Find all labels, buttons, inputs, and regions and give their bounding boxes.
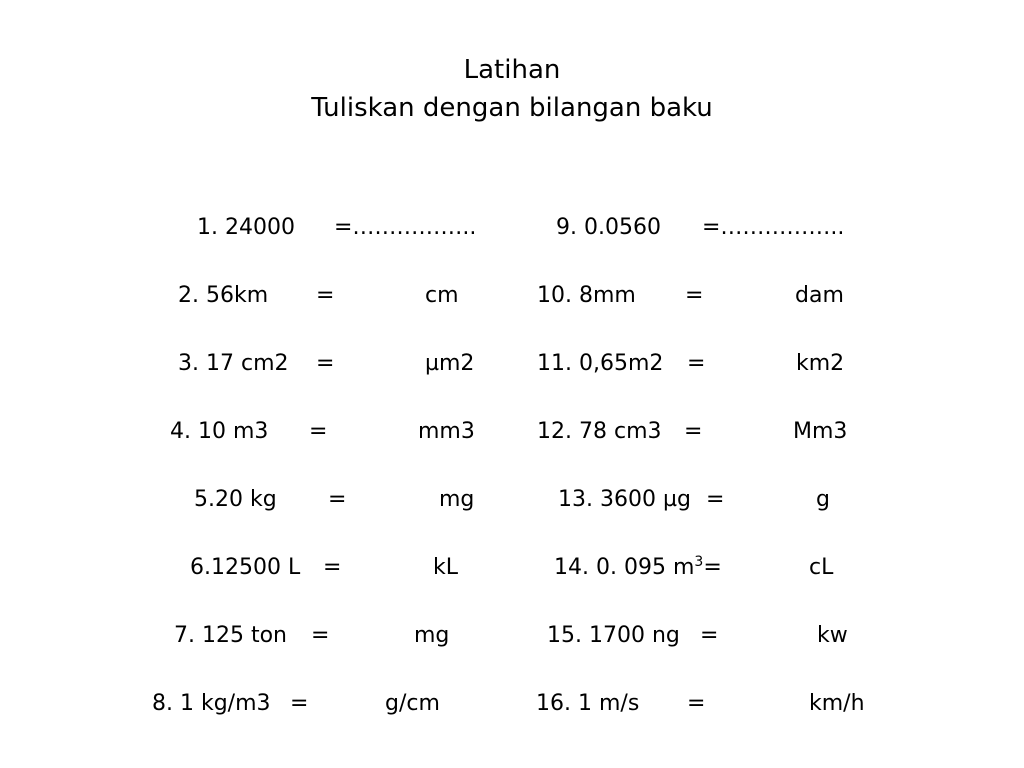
exercise-unit: km/h: [809, 691, 865, 716]
exercise-equals: =: [309, 419, 328, 444]
exercise-equals: =: [687, 691, 706, 716]
exercise-10: [0, 279, 1024, 313]
exercise-item: 1. 24000: [197, 215, 295, 240]
exercise-unit: Mm3: [793, 419, 848, 444]
exercise-item: 6.12500 L: [190, 555, 301, 580]
exercise-equals: =……………..: [702, 215, 845, 240]
exercise-unit: µm2: [425, 351, 475, 376]
exercise-item: 7. 125 ton: [174, 623, 287, 648]
exercise-13: [0, 483, 1024, 517]
exercise-item: 8. 1 kg/m3: [152, 691, 271, 716]
exercise-equals: =: [685, 283, 704, 308]
exercise-item: 16. 1 m/s: [536, 691, 640, 716]
exercise-15: [0, 619, 1024, 653]
exercise-item: 10. 8mm: [537, 283, 636, 308]
exercise-unit: dam: [795, 283, 844, 308]
exercise-item: 4. 10 m3: [170, 419, 269, 444]
exercise-equals: =: [703, 555, 722, 580]
slide-subtitle: Tuliskan dengan bilangan baku: [311, 93, 713, 123]
exercise-14: [0, 551, 1024, 585]
exercise-unit: g: [816, 487, 830, 512]
exercise-unit: cL: [809, 555, 834, 580]
exercise-item: 13. 3600 µg: [558, 487, 691, 512]
exercise-unit: mg: [414, 623, 450, 648]
exercise-unit: kL: [433, 555, 458, 580]
exercise-equals: =: [328, 487, 347, 512]
exercise-equals: =: [316, 283, 335, 308]
exercise-unit: mm3: [418, 419, 475, 444]
exercise-equals: =: [316, 351, 335, 376]
exercise-item: [554, 551, 722, 585]
exercise-equals: =: [290, 691, 309, 716]
exercise-unit: km2: [796, 351, 845, 376]
exercise-12: [0, 415, 1024, 449]
exercise-unit: mg: [439, 487, 475, 512]
exercise-item: 5.20 kg: [194, 487, 277, 512]
exercise-unit: cm: [425, 283, 459, 308]
exercise-11: [0, 347, 1024, 381]
exercise-equals: =: [311, 623, 330, 648]
exercise-equals: =……………..: [334, 215, 477, 240]
exercise-item: 15. 1700 ng: [547, 623, 680, 648]
exercise-equals: =: [684, 419, 703, 444]
exercise-unit: g/cm: [385, 691, 440, 716]
exercise-16: [0, 687, 1024, 721]
exercise-item-superscript: 3: [694, 554, 704, 570]
exercise-equals: =: [687, 351, 706, 376]
slide-title: Latihan: [463, 55, 561, 85]
exercise-item: 12. 78 cm3: [537, 419, 662, 444]
exercise-item: 3. 17 cm2: [178, 351, 289, 376]
exercise-item-text: 14. 0. 095 m: [554, 555, 695, 580]
exercise-unit: kw: [817, 623, 848, 648]
exercise-equals: =: [700, 623, 719, 648]
exercise-item: 9. 0.0560: [556, 215, 661, 240]
exercise-9: [0, 211, 1024, 245]
exercise-item: 11. 0,65m2: [537, 351, 664, 376]
exercise-equals: =: [706, 487, 725, 512]
exercise-item: 2. 56km: [178, 283, 269, 308]
exercise-equals: =: [323, 555, 342, 580]
